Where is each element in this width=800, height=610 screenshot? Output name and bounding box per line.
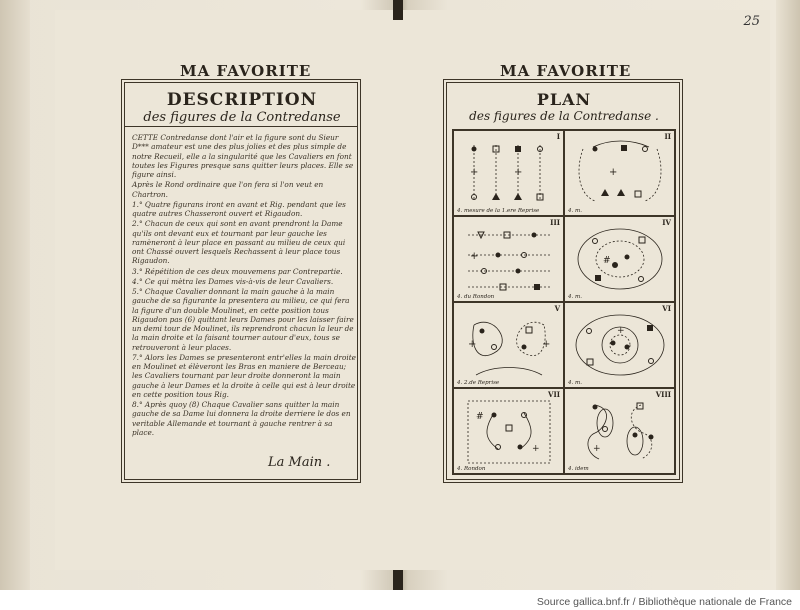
- figure-number: VII: [548, 390, 560, 399]
- source-credit: Source gallica.bnf.fr / Bibliothèque nationale de France: [536, 596, 792, 608]
- dance-diagram-6: [565, 303, 676, 389]
- dance-diagram-8: [565, 389, 676, 475]
- page-number: 25: [743, 14, 760, 29]
- figure-number: VI: [662, 304, 671, 313]
- svg-text:+: +: [532, 444, 540, 454]
- figure-number: II: [664, 132, 671, 141]
- svg-text:+: +: [514, 167, 523, 178]
- figure-panel-4: [564, 216, 675, 302]
- binding-ribbon-top: [393, 0, 403, 20]
- running-title-right: MA FAVORITE: [500, 62, 632, 80]
- paragraph: 1.° Quatre figurans iront en avant et Rig. pendant que les quatre autres Chasseront ouvert et Rigaudon.: [132, 199, 346, 218]
- figure-number: III: [550, 218, 560, 227]
- figure-number: IV: [662, 218, 671, 227]
- figure-caption: 4. m.: [568, 380, 582, 386]
- figure-caption: 4. du Rondon: [457, 294, 495, 300]
- dance-diagram-5: [454, 303, 565, 389]
- paragraph: CETTE Contredanse dont l'air et la figure sont du Sieur D*** amateur est une des plus jolies et des plus simple de notre Recueil, elle a la singularité que les Cavaliers en font toutes les Figures presque sans quitter leurs places. Elle se figure ainsi.: [132, 133, 354, 179]
- figure-number: I: [556, 132, 560, 141]
- paragraph: 2.° Chacun de ceux qui sont en avant prendront la Dame qu'ils ont devant eux et tournant par leur gauche les ramèneront à leur place en passant au milieu de ceux qui ont Chassé ouvert lesquels Rechassent à leur place tous Rigaudon.: [132, 219, 346, 266]
- plan-heading: [446, 90, 682, 123]
- svg-text:#: #: [603, 256, 611, 266]
- signature: La Main .: [268, 455, 331, 470]
- dance-diagram-2: [565, 131, 676, 217]
- paragraph: 4.° Ce qui mètra les Dames vis-à-vis de leur Cavaliers.: [132, 276, 334, 286]
- plan-subtitle: des figures de la Contredanse .: [469, 109, 659, 123]
- figure-caption: 4. Rondon: [457, 466, 486, 472]
- description-text: [132, 133, 356, 438]
- binding-ribbon-bottom: [393, 570, 403, 590]
- figure-caption: 4. idem: [568, 466, 589, 472]
- plan-title: PLAN: [536, 90, 592, 109]
- svg-text:+: +: [617, 326, 625, 336]
- figure-panel-1: [453, 130, 564, 216]
- paragraph: 3.° Répétition de ces deux mouvemens par Contrepartie.: [132, 266, 343, 276]
- paragraph: Après le Rond ordinaire que l'on fera si l'on veut en Chartron.: [132, 180, 324, 199]
- figure-number: VIII: [655, 390, 671, 399]
- running-title-left: MA FAVORITE: [180, 62, 312, 80]
- figure-panel-2: [564, 130, 675, 216]
- dance-diagram-1: [454, 131, 565, 217]
- description-title: DESCRIPTION: [166, 90, 318, 110]
- figure-caption: 4. mesure de la 1.ere Reprise: [457, 208, 540, 214]
- figure-number: V: [554, 304, 560, 313]
- dance-diagram-3: [454, 217, 565, 303]
- figure-caption: 4. m.: [568, 294, 582, 300]
- svg-text:+: +: [470, 251, 479, 262]
- figure-panel-6: [564, 302, 675, 388]
- svg-text:+: +: [609, 167, 618, 178]
- figure-panel-3: [453, 216, 564, 302]
- svg-text:#: #: [476, 412, 484, 422]
- svg-text:+: +: [468, 339, 477, 350]
- svg-text:+: +: [470, 167, 479, 178]
- svg-text:+: +: [593, 444, 601, 454]
- figure-panel-7: [453, 388, 564, 474]
- paragraph: 7.° Alors les Dames se presenteront entr'elles la main droite en Moulinet et élèveront les Bras en maniere de Berceau; les Cavaliers tournant par leur droite donneront la main gauche à leur Dames et la droite à celle qui est à leur droite en cette position tous Rig.: [132, 352, 356, 399]
- right-page-edges: [776, 0, 800, 590]
- paragraph: 5.° Chaque Cavalier donnant la main gauche à la main gauche de sa figurante la presentera au milieu, ce qui fera la figure d'un double Moulinet, en cette position tous Rigaudon pas (6) quittant leurs Dames pour les laisser faire un demi tour de Moulinet, ils reprendront chacun la leur de la main droite et la faisant tourner autour d'eux, tous se retrouveront à leur places.: [132, 287, 354, 352]
- dance-diagram-4: [565, 217, 676, 303]
- figure-caption: 4. m.: [568, 208, 582, 214]
- description-heading: [124, 90, 360, 125]
- description-subtitle: des figures de la Contredanse: [143, 110, 341, 125]
- dance-diagram-7: [454, 389, 565, 475]
- paragraph: 8.° Après quoy (8) Chaque Cavalier sans quitter la main gauche de sa Dame lui donnera la droite derriere le dos en veritable Allemande et tournant à gauche rentrer à sa place.: [132, 400, 351, 437]
- figure-panel-5: [453, 302, 564, 388]
- figure-panel-8: [564, 388, 675, 474]
- title-rule-left: [124, 126, 358, 127]
- figure-grid: [452, 129, 676, 475]
- svg-text:+: +: [542, 339, 551, 350]
- figure-caption: 4. 2.de Reprise: [457, 380, 500, 386]
- left-page-edges: [0, 0, 30, 590]
